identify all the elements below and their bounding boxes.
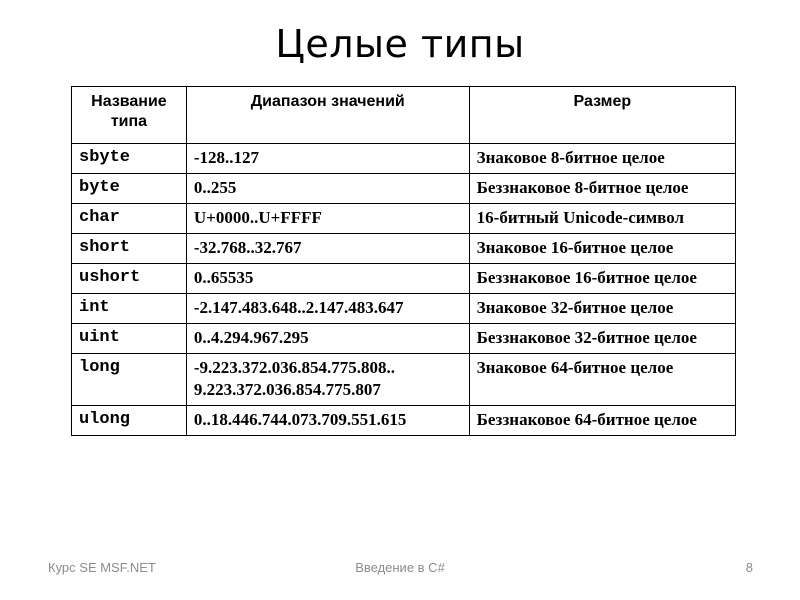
table-row (72, 294, 736, 324)
range-cell: -32.768..32.767 (186, 234, 469, 264)
size-cell: Знаковое 8-битное целое (469, 144, 735, 174)
range-cell: 0..65535 (186, 264, 469, 294)
table-row (72, 354, 736, 406)
size-cell: Беззнаковое 16-битное целое (469, 264, 735, 294)
range-cell: U+0000..U+FFFF (186, 204, 469, 234)
range-cell: 0..4.294.967.295 (186, 324, 469, 354)
size-cell: Знаковое 64-битное целое (469, 354, 735, 406)
type-name-cell: long (72, 354, 187, 406)
table-header-row (72, 87, 736, 144)
footer-page-number: 8 (745, 560, 753, 575)
type-name-cell: char (72, 204, 187, 234)
size-cell: Беззнаковое 32-битное целое (469, 324, 735, 354)
range-cell: 0..18.446.744.073.709.551.615 (186, 406, 469, 436)
table-row (72, 204, 736, 234)
header-type-name: Название типа (72, 87, 187, 144)
table-row (72, 406, 736, 436)
type-name-cell: uint (72, 324, 187, 354)
type-name-cell: sbyte (72, 144, 187, 174)
size-cell: 16-битный Unicode-символ (469, 204, 735, 234)
table-row (72, 174, 736, 204)
footer-section-title: Введение в C# (355, 560, 445, 575)
table-row (72, 264, 736, 294)
header-value-range: Диапазон значений (186, 87, 469, 144)
table-row (72, 144, 736, 174)
type-name-cell: ushort (72, 264, 187, 294)
size-cell: Беззнаковое 8-битное целое (469, 174, 735, 204)
table-row (72, 234, 736, 264)
integer-types-table (71, 86, 736, 436)
type-name-cell: ulong (72, 406, 187, 436)
slide-title: Целые типы (275, 22, 525, 66)
footer-course-name: Курс SE MSF.NET (48, 560, 156, 575)
range-cell: -2.147.483.648..2.147.483.647 (186, 294, 469, 324)
table-row (72, 324, 736, 354)
header-size: Размер (469, 87, 735, 144)
size-cell: Знаковое 32-битное целое (469, 294, 735, 324)
range-cell: -9.223.372.036.854.775.808.. 9.223.372.036.854.775.807 (186, 354, 469, 406)
type-name-cell: byte (72, 174, 187, 204)
size-cell: Знаковое 16-битное целое (469, 234, 735, 264)
type-name-cell: short (72, 234, 187, 264)
range-cell: 0..255 (186, 174, 469, 204)
size-cell: Беззнаковое 64-битное целое (469, 406, 735, 436)
range-cell: -128..127 (186, 144, 469, 174)
type-name-cell: int (72, 294, 187, 324)
